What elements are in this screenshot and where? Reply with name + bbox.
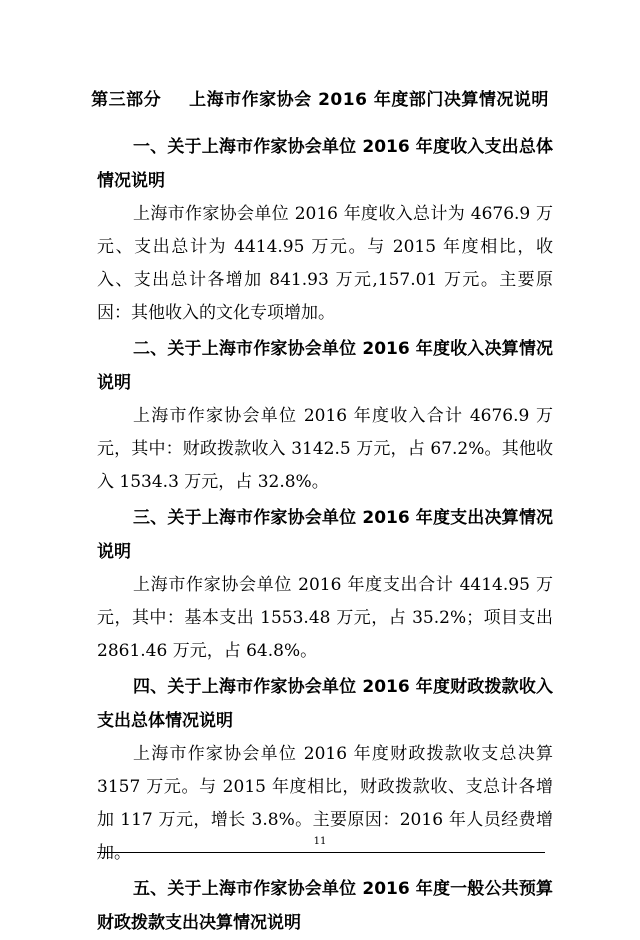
section-paragraph: 上海市作家协会单位 2016 年度支出合计 4414.95 万元，其中：基本支出 1553.48 万元，占 35.2%；项目支出 2861.46 万元，占 64.8%。 [97, 575, 553, 661]
section-heading: 二、关于上海市作家协会单位 2016 年度收入决算情况说明 [97, 339, 553, 393]
section-1 [97, 130, 553, 330]
section-paragraph: 上海市作家协会单位 2016 年度收入总计为 4676.9 万元、支出总计为 4414.95 万元。与 2015 年度相比，收入、支出总计各增加 841.93 万元,157.01 万元。主要原因：其他收入的文化专项增加。 [97, 204, 553, 323]
section-heading: 五、关于上海市作家协会单位 2016 年度一般公共预算财政拨款支出决算情况说明 [97, 879, 553, 933]
section-paragraph: 上海市作家协会单位 2016 年度财政拨款收支总决算 3157 万元。与 2015 年度相比，财政拨款收、支总计各增加 117 万元，增长 3.8%。主要原因：2016 年人员经费增加。 [97, 744, 553, 863]
section-2 [97, 332, 553, 499]
title-text: 上海市作家协会 2016 年度部门决算情况说明 [189, 90, 549, 110]
section-paragraph: 上海市作家协会单位 2016 年度收入合计 4676.9 万元，其中：财政拨款收入 3142.5 万元，占 67.2%。其他收入 1534.3 万元，占 32.8%。 [97, 406, 553, 492]
footer-divider [97, 852, 545, 853]
section-heading: 三、关于上海市作家协会单位 2016 年度支出决算情况说明 [97, 508, 553, 562]
section-heading: 一、关于上海市作家协会单位 2016 年度收入支出总体情况说明 [97, 137, 553, 191]
section-heading: 四、关于上海市作家协会单位 2016 年度财政拨款收入支出总体情况说明 [97, 677, 553, 731]
title-part-label: 第三部分 [91, 90, 162, 110]
page-number: 11 [313, 836, 327, 847]
section-5 [97, 872, 553, 940]
page-title [0, 88, 640, 112]
document-body [97, 128, 553, 940]
section-3 [97, 501, 553, 668]
